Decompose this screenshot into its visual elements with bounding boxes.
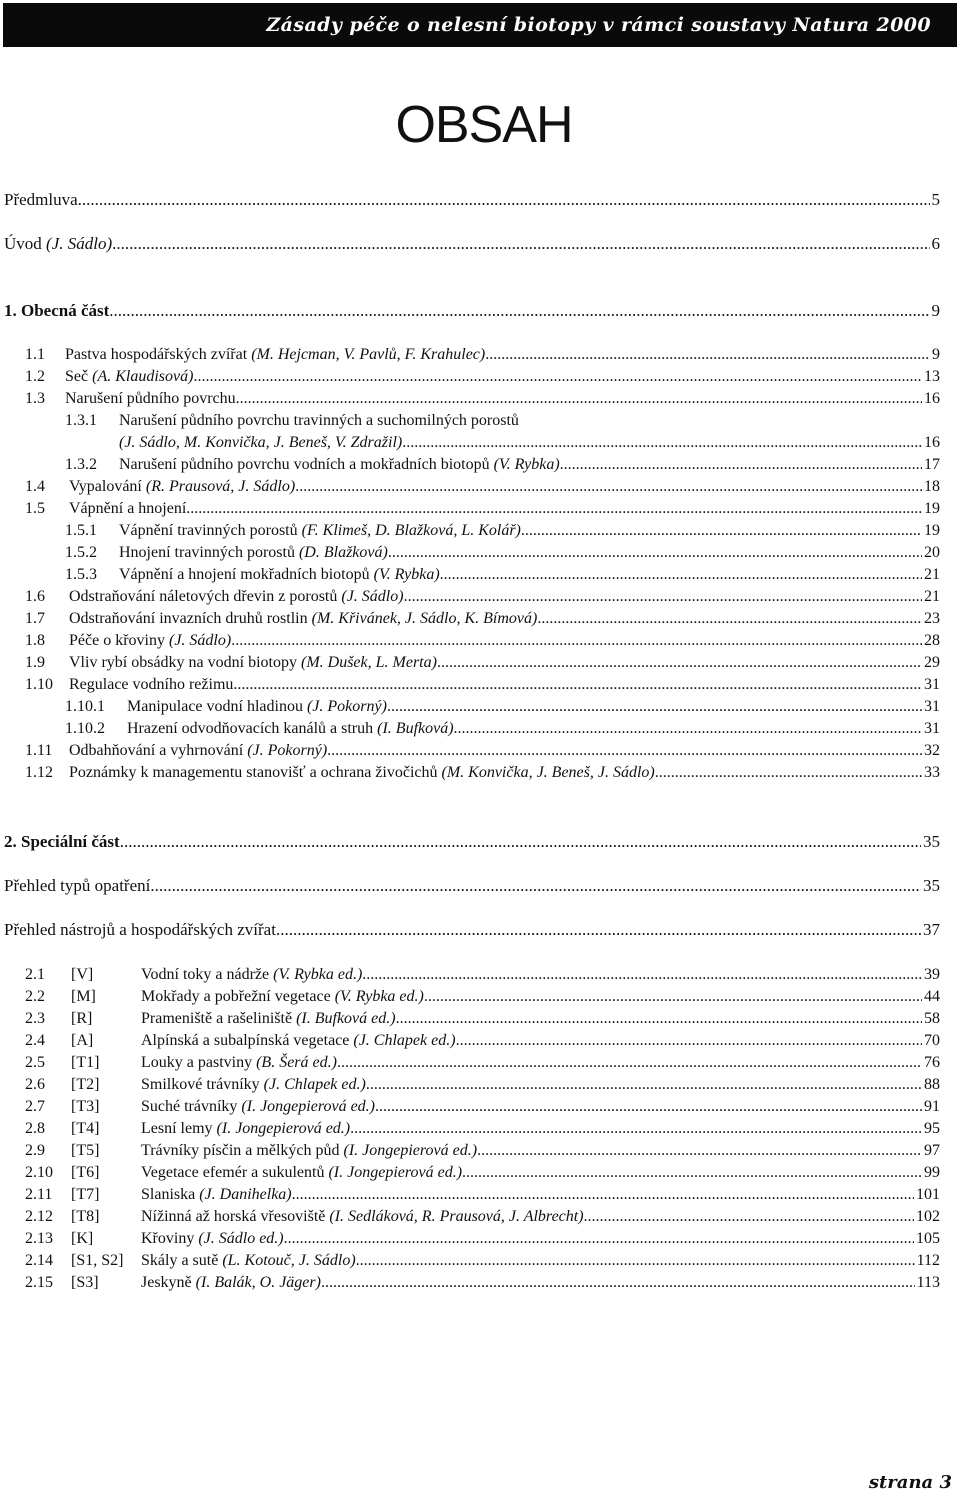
toc-entry-title bbox=[141, 1008, 396, 1030]
dot-leader bbox=[356, 1250, 915, 1272]
toc-entry[interactable] bbox=[25, 498, 940, 520]
toc-entry-author: (V. Rybka) bbox=[493, 456, 560, 473]
toc-entry-code: [T5] bbox=[71, 1142, 100, 1159]
toc-entry-page: 31 bbox=[924, 698, 940, 715]
toc-entry-author: (J. Sádlo) bbox=[46, 234, 113, 253]
toc-entry-code: [T8] bbox=[71, 1208, 100, 1225]
toc-entry-text: Louky a pastviny bbox=[141, 1054, 257, 1071]
toc-entry-title bbox=[141, 1096, 375, 1118]
toc-entry-number: 2.6 bbox=[25, 1076, 45, 1093]
toc-entry-title bbox=[4, 300, 109, 322]
toc-entry-title bbox=[65, 388, 236, 410]
toc-entry-text: Smilkové trávníky bbox=[141, 1076, 264, 1093]
toc-entry-text: Seč bbox=[65, 368, 93, 385]
dot-leader bbox=[321, 1272, 915, 1294]
toc-entry-number: 2.7 bbox=[25, 1098, 45, 1115]
toc-entry-code: [T7] bbox=[71, 1186, 100, 1203]
toc-entry-text: Péče o křoviny bbox=[69, 632, 169, 649]
dot-leader bbox=[387, 696, 922, 718]
toc-entry[interactable] bbox=[25, 1184, 940, 1206]
toc-entry-code: [S3] bbox=[71, 1274, 99, 1291]
toc-entry-text: Hnojení travinných porostů bbox=[119, 544, 299, 561]
toc-entry-author: (I. Sedláková, R. Prausová, J. Albrecht) bbox=[329, 1208, 584, 1225]
toc-entry-page: 13 bbox=[924, 368, 940, 385]
toc-entry-number: 2.9 bbox=[25, 1142, 45, 1159]
toc-entry[interactable] bbox=[25, 740, 940, 762]
toc-entry-title bbox=[119, 520, 521, 542]
toc-entry-author: (F. Klimeš, D. Blažková, L. Kolář) bbox=[301, 522, 521, 539]
toc-entry-number: 1.3 bbox=[25, 390, 45, 407]
toc-entry-code: [T4] bbox=[71, 1120, 100, 1137]
toc-entry-text: Křoviny bbox=[141, 1230, 199, 1247]
toc-entry-page: 76 bbox=[924, 1054, 940, 1071]
toc-entry-author: (V. Rybka) bbox=[373, 566, 440, 583]
toc-entry-number: 1.7 bbox=[25, 610, 45, 627]
toc-entry-page: 9 bbox=[932, 346, 940, 363]
toc-entry-author: (I. Jongepierová ed.) bbox=[343, 1142, 478, 1159]
toc-entry-text: Narušení půdního povrchu vodních a mokřadních biotopů bbox=[119, 456, 494, 473]
dot-leader bbox=[366, 1074, 922, 1096]
toc-entry-number: 1.2 bbox=[25, 368, 45, 385]
toc-entry-title bbox=[141, 1118, 350, 1140]
toc-entry-page: 6 bbox=[931, 234, 940, 253]
toc-entry-title bbox=[141, 1052, 337, 1074]
page-title: OBSAH bbox=[395, 96, 573, 154]
toc-entry-text: Úvod bbox=[4, 234, 47, 253]
toc-entry-page: 19 bbox=[924, 500, 940, 517]
toc-entry-number: 1.5.2 bbox=[65, 544, 97, 561]
toc-entry-text: Pastva hospodářských zvířat bbox=[65, 346, 252, 363]
toc-entry-page: 21 bbox=[924, 566, 940, 583]
dot-leader bbox=[584, 1206, 914, 1228]
dot-leader bbox=[560, 454, 922, 476]
toc-entry[interactable] bbox=[25, 652, 940, 674]
toc-entry-number: 1.4 bbox=[25, 478, 45, 495]
toc-entry-page: 29 bbox=[924, 654, 940, 671]
toc-entry-author: (J. Pokorný) bbox=[306, 698, 387, 715]
toc-entry-page: 32 bbox=[924, 742, 940, 759]
dot-leader bbox=[193, 366, 922, 388]
toc-entry-title bbox=[69, 476, 295, 498]
toc-entry[interactable] bbox=[25, 1206, 940, 1228]
toc-entry-title bbox=[69, 586, 404, 608]
toc-entry-author: (J. Sádlo, M. Konvička, J. Beneš, V. Zdražil) bbox=[119, 434, 403, 451]
toc-entry-text: Přehled nástrojů a hospodářských zvířat bbox=[4, 920, 276, 939]
toc-entry[interactable] bbox=[25, 344, 940, 366]
dot-leader bbox=[150, 875, 921, 897]
dot-leader bbox=[375, 1096, 922, 1118]
toc-entry-text: Hrazení odvodňovacích kanálů a struh bbox=[127, 720, 378, 737]
toc-entry-text: Slaniska bbox=[141, 1186, 200, 1203]
toc-entry-text: Lesní lemy bbox=[141, 1120, 217, 1137]
dot-leader bbox=[477, 1140, 922, 1162]
toc-entry-page: 37 bbox=[923, 920, 940, 939]
toc-entry-code: [T2] bbox=[71, 1076, 100, 1093]
toc-entry[interactable] bbox=[25, 388, 940, 410]
toc-entry-title bbox=[65, 344, 485, 366]
toc-entry-author: (I. Jongepierová ed.) bbox=[241, 1098, 375, 1115]
toc-entry[interactable] bbox=[25, 1074, 940, 1096]
toc-entry-number: 2.15 bbox=[25, 1274, 53, 1291]
toc-entry-number: 1.10.2 bbox=[65, 720, 105, 737]
toc-entry-author: (A. Klaudisová) bbox=[92, 368, 194, 385]
toc-entry-title bbox=[4, 875, 150, 897]
toc-entry-page: 70 bbox=[924, 1032, 940, 1049]
toc-entry[interactable] bbox=[25, 1118, 940, 1140]
toc-entry-title bbox=[141, 1250, 356, 1272]
toc-entry-author: (J. Danihelka) bbox=[199, 1186, 292, 1203]
dot-leader bbox=[120, 831, 921, 853]
toc-entry[interactable] bbox=[25, 1030, 940, 1052]
toc-entry-page: 35 bbox=[923, 876, 940, 895]
toc-entry-title bbox=[4, 233, 112, 255]
toc-entry-number: 1.10 bbox=[25, 676, 53, 693]
toc-entry-number: 1.5.3 bbox=[65, 566, 97, 583]
dot-leader bbox=[437, 652, 922, 674]
toc-entry-page: 19 bbox=[924, 522, 940, 539]
dot-leader bbox=[424, 986, 922, 1008]
toc-entry-title bbox=[4, 189, 78, 211]
toc-entry[interactable] bbox=[119, 432, 940, 454]
toc-entry-number: 2.1 bbox=[25, 966, 45, 983]
toc-entry[interactable] bbox=[65, 564, 940, 586]
toc-entry-text: Manipulace vodní hladinou bbox=[127, 698, 307, 715]
toc-entry-author: (V. Rybka ed.) bbox=[273, 966, 363, 983]
toc-entry[interactable] bbox=[25, 1008, 940, 1030]
toc-entry-title bbox=[69, 740, 327, 762]
toc-entry[interactable] bbox=[4, 189, 940, 211]
page-number-label: strana 3 bbox=[868, 1472, 952, 1493]
toc-entry-title bbox=[141, 1030, 456, 1052]
toc-entry-text: Odbahňování a vyhrnování bbox=[69, 742, 248, 759]
dot-leader bbox=[485, 344, 930, 366]
toc-entry-code: [S1, S2] bbox=[71, 1252, 124, 1269]
toc-entry-page: 20 bbox=[924, 544, 940, 561]
toc-entry-page: 28 bbox=[924, 632, 940, 649]
dot-leader bbox=[327, 740, 922, 762]
toc-entry-title bbox=[119, 454, 560, 476]
toc-entry-number: 2.10 bbox=[25, 1164, 53, 1181]
toc-entry-author: (I. Bufková) bbox=[377, 720, 454, 737]
toc-entry[interactable] bbox=[25, 366, 940, 388]
toc-entry-number: 2.13 bbox=[25, 1230, 53, 1247]
toc-entry-title bbox=[69, 630, 231, 652]
dot-leader bbox=[396, 1008, 922, 1030]
toc-entry-text: Vypalování bbox=[69, 478, 146, 495]
dot-leader bbox=[388, 542, 922, 564]
toc-entry-text: Prameniště a rašeliniště bbox=[141, 1010, 297, 1027]
toc-entry[interactable] bbox=[25, 630, 940, 652]
dot-leader bbox=[655, 762, 922, 784]
toc-entry-text: Alpínská a subalpínská vegetace bbox=[141, 1032, 354, 1049]
toc-entry[interactable] bbox=[25, 586, 940, 608]
toc-entry-number: 2.2 bbox=[25, 988, 45, 1005]
toc-entry-text: Trávníky písčin a mělkých půd bbox=[141, 1142, 344, 1159]
toc-entry-page: 31 bbox=[924, 676, 940, 693]
toc-entry-text: Narušení půdního povrchu travinných a suchomilných porostů bbox=[119, 412, 519, 429]
toc-entry-code: [T6] bbox=[71, 1164, 100, 1181]
dot-leader bbox=[233, 674, 922, 696]
toc-entry-title bbox=[141, 1140, 477, 1162]
dot-leader bbox=[295, 476, 922, 498]
toc-entry-code: [M] bbox=[71, 988, 96, 1005]
toc-entry-number: 2.11 bbox=[25, 1186, 53, 1203]
toc-entry-title bbox=[119, 542, 388, 564]
toc-entry-page: 105 bbox=[916, 1230, 940, 1247]
dot-leader bbox=[276, 919, 921, 941]
dot-leader bbox=[456, 1030, 922, 1052]
toc-entry-text: Předmluva bbox=[4, 190, 78, 209]
toc-entry-text: Mokřady a pobřežní vegetace bbox=[141, 988, 335, 1005]
toc-entry-text: Suché trávníky bbox=[141, 1098, 242, 1115]
toc-entry-author: (I. Jongepierová ed.) bbox=[216, 1120, 351, 1137]
dot-leader bbox=[350, 1118, 922, 1140]
toc-entry-page: 16 bbox=[924, 434, 940, 451]
toc-entry-number: 1.3.1 bbox=[65, 412, 97, 429]
toc-entry-page: 91 bbox=[924, 1098, 940, 1115]
toc-entry-title bbox=[141, 986, 424, 1008]
toc-entry[interactable] bbox=[25, 986, 940, 1008]
toc-entry-page: 9 bbox=[931, 301, 940, 320]
dot-leader bbox=[236, 388, 922, 410]
toc-entry-author: (L. Kotouč, J. Sádlo) bbox=[222, 1252, 356, 1269]
toc-entry-text: Odstraňování invazních druhů rostlin bbox=[69, 610, 312, 627]
toc-entry-page: 44 bbox=[924, 988, 940, 1005]
toc-entry-author: (M. Hejcman, V. Pavlů, F. Krahulec) bbox=[251, 346, 486, 363]
toc-entry[interactable] bbox=[25, 1140, 940, 1162]
toc-entry-number: 2.14 bbox=[25, 1252, 53, 1269]
toc-entry-number: 1.5 bbox=[25, 500, 45, 517]
toc-entry[interactable] bbox=[25, 762, 940, 784]
dot-leader bbox=[521, 520, 922, 542]
toc-entry[interactable] bbox=[65, 542, 940, 564]
toc-entry-author: (J. Sádlo) bbox=[341, 588, 404, 605]
toc-entry-title bbox=[119, 410, 519, 432]
toc-entry-page: 5 bbox=[931, 190, 940, 209]
toc-entry-title bbox=[119, 564, 440, 586]
toc-entry-page: 31 bbox=[924, 720, 940, 737]
toc-entry-code: [T3] bbox=[71, 1098, 100, 1115]
toc-entry-page: 58 bbox=[924, 1010, 940, 1027]
dot-leader bbox=[362, 964, 922, 986]
toc-entry[interactable] bbox=[4, 831, 940, 853]
toc-entry-page: 17 bbox=[924, 456, 940, 473]
toc-entry-page: 88 bbox=[924, 1076, 940, 1093]
toc-entry-title bbox=[65, 366, 193, 388]
toc-entry-number: 2.8 bbox=[25, 1120, 45, 1137]
dot-leader bbox=[231, 630, 922, 652]
toc-entry-number: 2.4 bbox=[25, 1032, 45, 1049]
toc-entry-text: 1. Obecná část bbox=[4, 301, 110, 320]
toc-entry-number: 1.11 bbox=[25, 742, 53, 759]
dot-leader bbox=[454, 718, 922, 740]
toc-entry-title bbox=[127, 696, 387, 718]
toc-entry-page: 95 bbox=[924, 1120, 940, 1137]
dot-leader bbox=[186, 498, 922, 520]
toc-entry-author: (M. Křivánek, J. Sádlo, K. Bímová) bbox=[311, 610, 538, 627]
toc-entry-page: 16 bbox=[924, 390, 940, 407]
toc-entry[interactable] bbox=[4, 300, 940, 322]
toc-entry[interactable] bbox=[65, 520, 940, 542]
dot-leader bbox=[284, 1228, 914, 1250]
toc-entry[interactable] bbox=[65, 696, 940, 718]
toc-entry-author: (I. Bufková ed.) bbox=[296, 1010, 396, 1027]
toc-entry-title bbox=[141, 1074, 366, 1096]
toc-entry-number: 1.12 bbox=[25, 764, 53, 781]
toc-entry-author: (J. Chlapek ed.) bbox=[263, 1076, 366, 1093]
toc-entry-number: 2.3 bbox=[25, 1010, 45, 1027]
toc-entry-title bbox=[4, 919, 276, 941]
toc-entry-title bbox=[69, 608, 537, 630]
toc-entry-text: Nížinná až horská vřesoviště bbox=[141, 1208, 330, 1225]
running-header bbox=[3, 3, 957, 47]
toc-entry[interactable] bbox=[4, 919, 940, 941]
toc-entry[interactable] bbox=[4, 233, 940, 255]
toc-entry-title bbox=[141, 1184, 292, 1206]
toc-entry-title bbox=[69, 762, 655, 784]
toc-entry[interactable] bbox=[65, 718, 940, 740]
toc-entry-text: Jeskyně bbox=[141, 1274, 196, 1291]
toc-entry-text: Vegetace efemér a sukulentů bbox=[141, 1164, 329, 1181]
toc-entry-author: (V. Rybka ed.) bbox=[334, 988, 424, 1005]
toc-entry-number: 1.6 bbox=[25, 588, 45, 605]
toc-entry-text: Poznámky k managementu stanovišť a ochrana živočichů bbox=[69, 764, 442, 781]
toc-entry-code: [T1] bbox=[71, 1054, 100, 1071]
toc-entry-title bbox=[141, 1162, 462, 1184]
toc-entry-code: [A] bbox=[71, 1032, 94, 1049]
toc-entry[interactable] bbox=[65, 410, 519, 432]
toc-entry-page: 33 bbox=[924, 764, 940, 781]
toc-entry-title bbox=[127, 718, 454, 740]
running-title: Zásady péče o nelesní biotopy v rámci soustavy Natura 2000 bbox=[266, 14, 931, 36]
toc-entry[interactable] bbox=[25, 674, 940, 696]
toc-entry-author: (D. Blažková) bbox=[298, 544, 388, 561]
toc-entry-text: Vliv rybí obsádky na vodní biotopy bbox=[69, 654, 301, 671]
toc-entry-author: (I. Jongepierová ed.) bbox=[328, 1164, 463, 1181]
toc-entry-number: 1.9 bbox=[25, 654, 45, 671]
toc-entry-title bbox=[69, 674, 233, 696]
toc-entry-text: Narušení půdního povrchu bbox=[65, 390, 236, 407]
toc-entry-page: 101 bbox=[916, 1186, 940, 1203]
toc-entry-page: 18 bbox=[924, 478, 940, 495]
toc-entry-title bbox=[4, 831, 120, 853]
toc-entry-author: (J. Sádlo) bbox=[168, 632, 232, 649]
toc-entry-text: Skály a sutě bbox=[141, 1252, 223, 1269]
toc-entry-page: 99 bbox=[924, 1164, 940, 1181]
toc-entry-page: 102 bbox=[916, 1208, 940, 1225]
toc-entry[interactable] bbox=[25, 1162, 940, 1184]
toc-entry-author: (B. Šerá ed.) bbox=[256, 1054, 337, 1071]
toc-entry-page: 97 bbox=[924, 1142, 940, 1159]
toc-entry[interactable] bbox=[25, 1250, 940, 1272]
toc-entry-page: 23 bbox=[924, 610, 940, 627]
toc-entry-number: 1.10.1 bbox=[65, 698, 105, 715]
toc-entry[interactable] bbox=[25, 1272, 940, 1294]
toc-entry-text: 2. Speciální část bbox=[4, 832, 120, 851]
dot-leader bbox=[337, 1052, 922, 1074]
toc-entry-text: Odstraňování náletových dřevin z porostů bbox=[69, 588, 342, 605]
toc-entry-code: [R] bbox=[71, 1010, 93, 1027]
toc-entry-code: [K] bbox=[71, 1230, 94, 1247]
toc-entry-author: (J. Pokorný) bbox=[247, 742, 328, 759]
dot-leader bbox=[78, 189, 930, 211]
toc-entry-title bbox=[69, 498, 186, 520]
toc-entry-title bbox=[141, 1206, 584, 1228]
toc-entry[interactable] bbox=[25, 608, 940, 630]
toc-entry-author: (M. Dušek, L. Merta) bbox=[300, 654, 437, 671]
toc-entry[interactable] bbox=[25, 1228, 940, 1250]
toc-entry-author: (J. Sádlo ed.) bbox=[198, 1230, 284, 1247]
toc-entry[interactable] bbox=[25, 1096, 940, 1118]
toc-entry[interactable] bbox=[25, 1052, 940, 1074]
toc-entry-number: 1.8 bbox=[25, 632, 45, 649]
toc-entry-page: 21 bbox=[924, 588, 940, 605]
toc-entry-text: Regulace vodního režimu bbox=[69, 676, 234, 693]
toc-entry-title bbox=[69, 652, 437, 674]
toc-entry-text: Vápnění a hnojení mokřadních biotopů bbox=[119, 566, 374, 583]
toc-entry-page: 112 bbox=[916, 1252, 940, 1269]
dot-leader bbox=[462, 1162, 922, 1184]
dot-leader bbox=[292, 1184, 914, 1206]
toc-entry-number: 2.5 bbox=[25, 1054, 45, 1071]
toc-entry-title bbox=[141, 1228, 284, 1250]
toc-entry-page: 39 bbox=[924, 966, 940, 983]
toc-entry-page: 113 bbox=[916, 1274, 940, 1291]
dot-leader bbox=[402, 432, 922, 454]
toc-entry[interactable] bbox=[4, 875, 940, 897]
toc-entry-text: Vodní toky a nádrže bbox=[141, 966, 274, 983]
toc-entry[interactable] bbox=[25, 964, 940, 986]
toc-entry-code: [V] bbox=[71, 966, 94, 983]
toc-entry-title bbox=[141, 1272, 321, 1294]
toc-entry-text: Vápnění a hnojení bbox=[69, 500, 187, 517]
toc-entry-author: (R. Prausová, J. Sádlo) bbox=[145, 478, 296, 495]
toc-entry-author: (I. Balák, O. Jäger) bbox=[195, 1274, 321, 1291]
toc-entry-title bbox=[119, 432, 402, 454]
toc-entry[interactable] bbox=[65, 454, 940, 476]
toc-entry-text: Přehled typů opatření bbox=[4, 876, 151, 895]
toc-entry-text: Vápnění travinných porostů bbox=[119, 522, 302, 539]
dot-leader bbox=[537, 608, 922, 630]
toc-entry-number: 2.12 bbox=[25, 1208, 53, 1225]
toc-entry-number: 1.5.1 bbox=[65, 522, 97, 539]
toc-entry-title bbox=[141, 964, 362, 986]
dot-leader bbox=[112, 233, 929, 255]
dot-leader bbox=[440, 564, 922, 586]
toc-entry-page: 35 bbox=[923, 832, 940, 851]
toc-entry-number: 1.3.2 bbox=[65, 456, 97, 473]
toc-entry-author: (M. Konvička, J. Beneš, J. Sádlo) bbox=[441, 764, 655, 781]
toc-entry-author: (J. Chlapek ed.) bbox=[353, 1032, 456, 1049]
toc-entry[interactable] bbox=[25, 476, 940, 498]
toc-entry-number: 1.1 bbox=[25, 346, 45, 363]
dot-leader bbox=[109, 300, 929, 322]
dot-leader bbox=[404, 586, 922, 608]
